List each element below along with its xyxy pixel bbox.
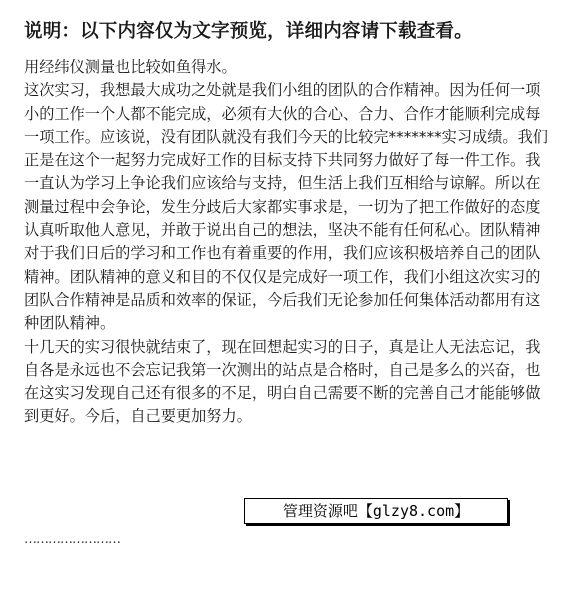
preview-notice-title: 说明：以下内容仅为文字预览，详细内容请下载查看。 (24, 21, 473, 42)
watermark-badge: 管理资源吧【glzy8.com】 (244, 498, 508, 524)
paragraph: 用经纬仪测量也比较如鱼得水。 (24, 58, 237, 76)
document-body (24, 56, 548, 429)
paragraph: 十几天的实习很快就结束了，现在回想起实习的日子，真是让人无法忘记，我自各是永远也不会忘记我第一次测出的站点是合格时，自己是多么的兴奋，也在这实习发现自己还有很多的不足，明白自己需要不断的完善自己才能能够做到更好。今后，自己要更加努力。 (24, 337, 541, 426)
paragraph: 这次实习，我想最大成功之处就是我们小组的团队的合作精神。因为任何一项小的工作一个人都不能完成，必须有大伙的合心、合力、合作才能顺利完成每一项工作。应该说，没有团队就没有我们今天的比较完*******实习成绩。我们正是在这个一起努力完成好工作的目标支持下共同努力做好了每一件工作。我一直认为学习上争论我们应该给与支持，但生活上我们互相给与谅解。所以在测量过程中会争论，发生分歧后大家都实事求是，一切为了把工作做好的态度认真听取他人意见，并敢于说出自己的想法，坚决不能有任何私心。团队精神对于我们日后的学习和工作也有着重要的作用，我们应该积极培养自己的团队精神。团队精神的意义和目的不仅仅是完成好一项工作，我们小组这次实习的团队合作精神是品质和效率的保证，今后我们无论参加任何集体活动都用有这种团队精神。 (24, 81, 548, 333)
truncation-ellipsis: …………………… (24, 532, 120, 547)
